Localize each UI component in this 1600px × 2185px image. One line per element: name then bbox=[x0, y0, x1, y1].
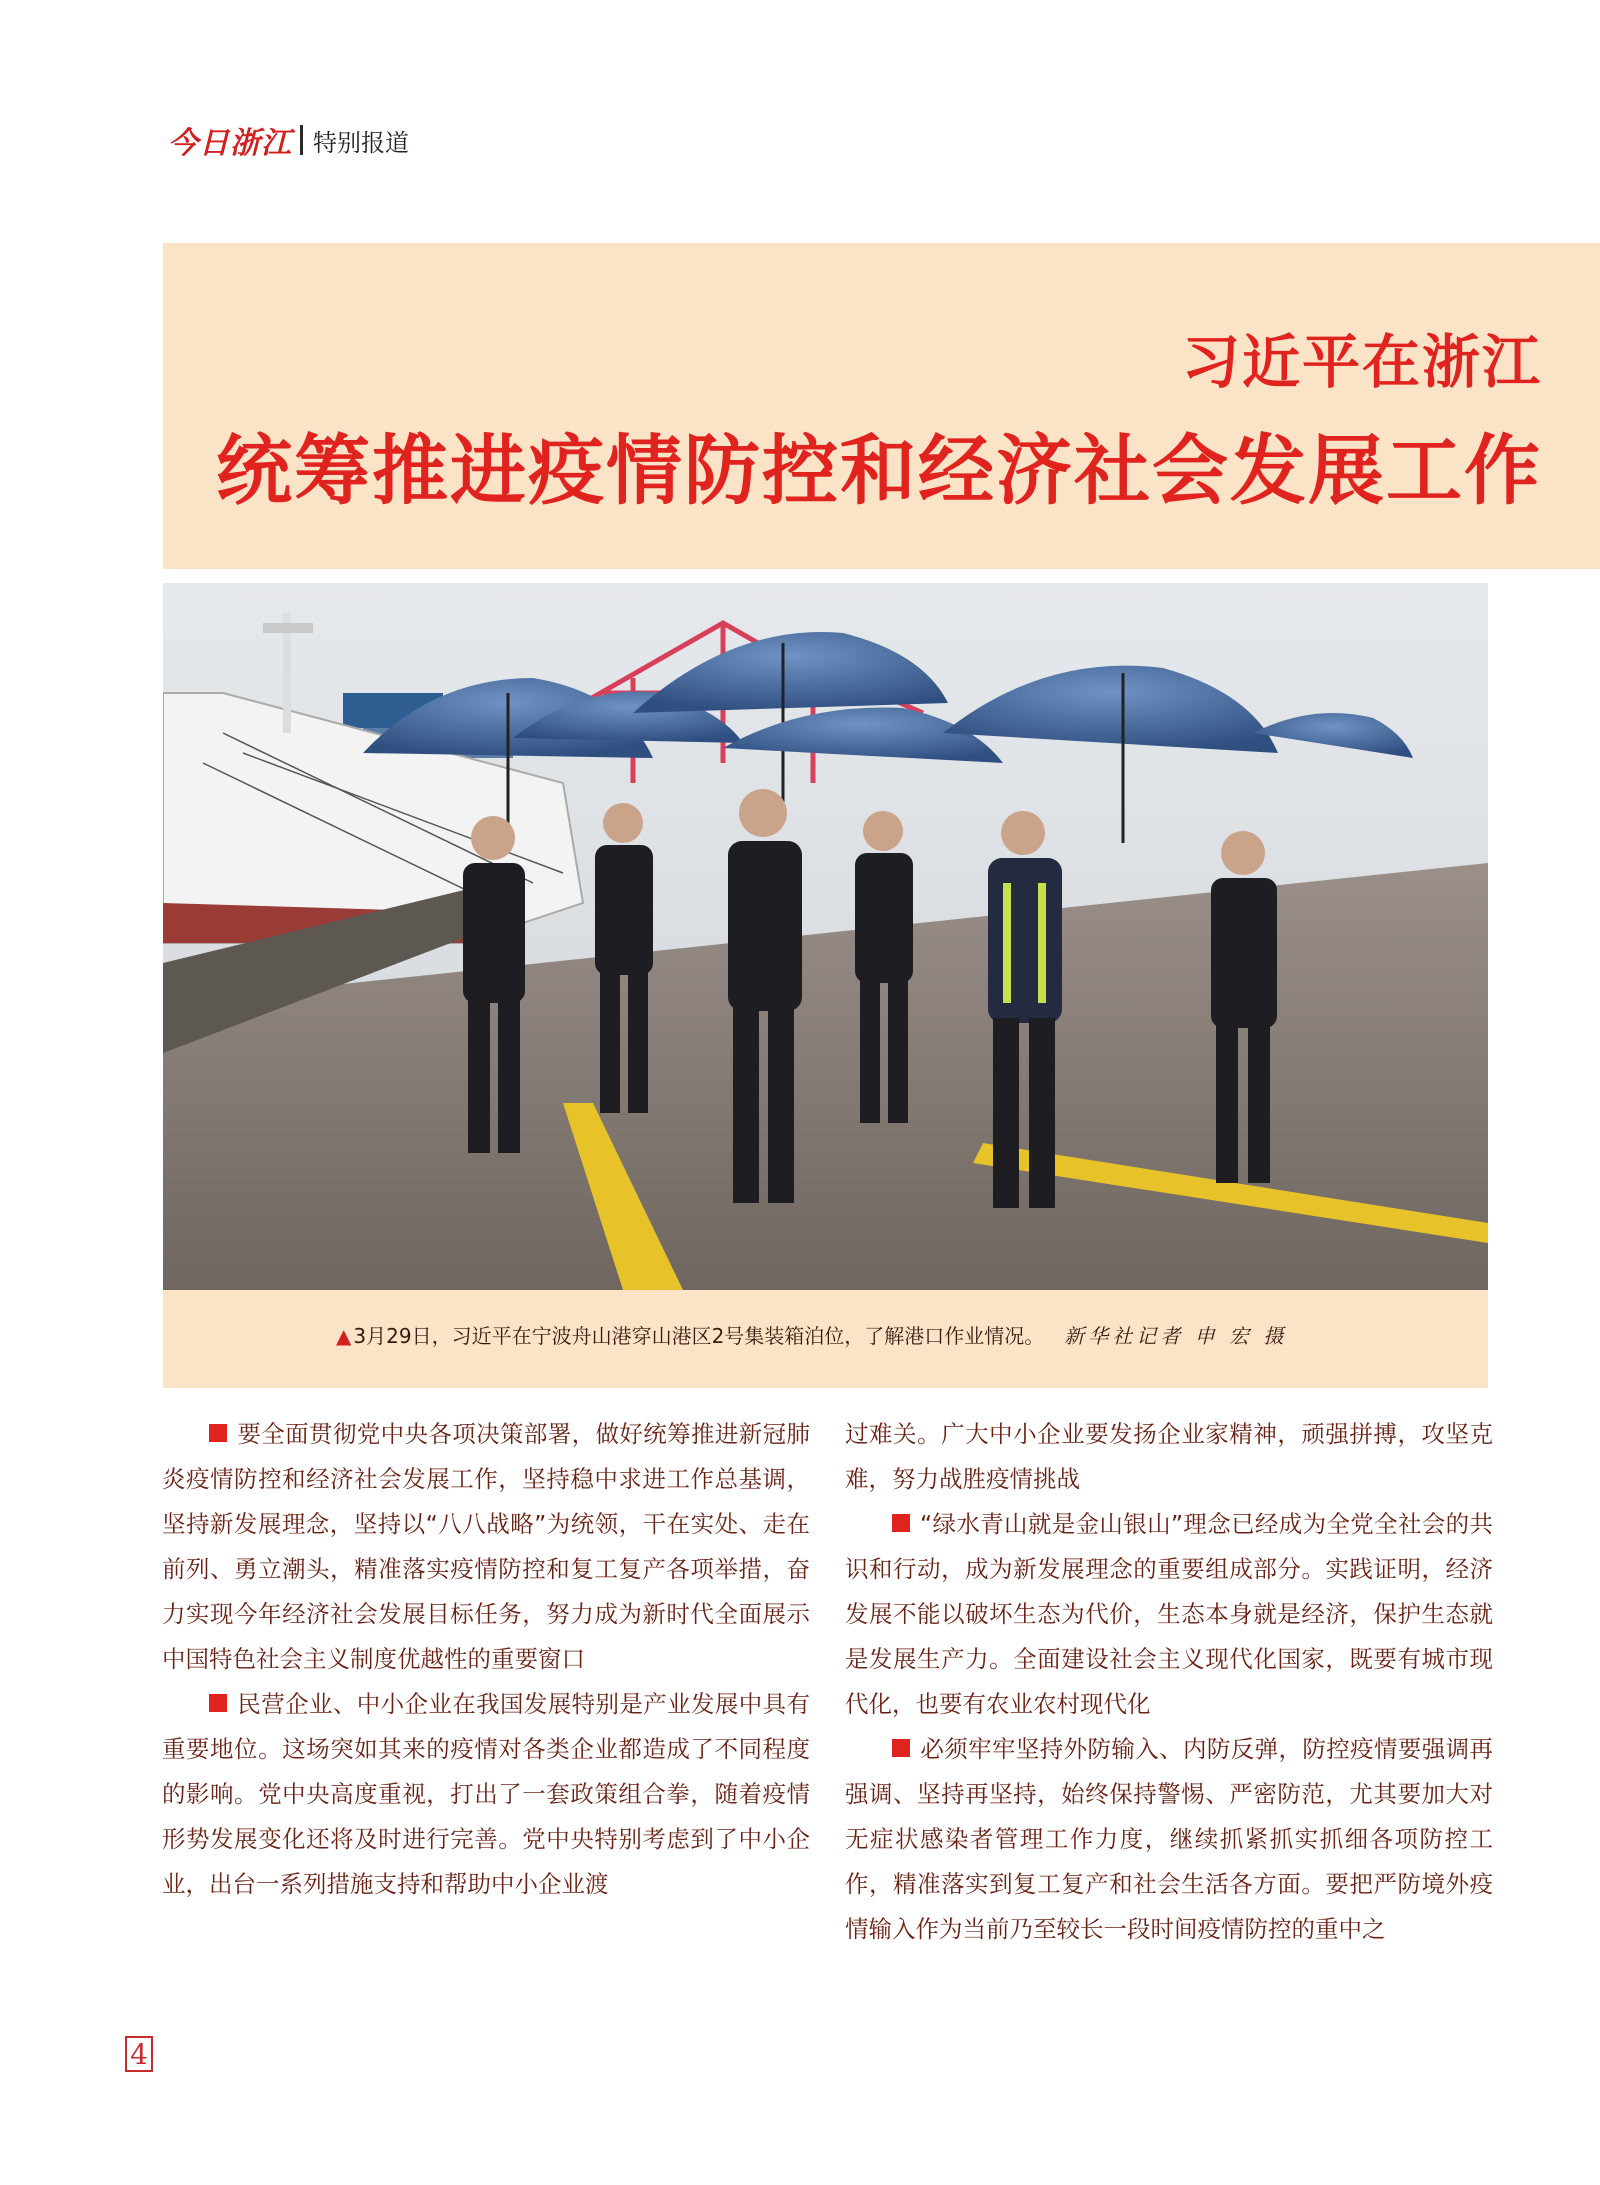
title-band bbox=[163, 243, 1600, 569]
paragraph-text: 民营企业、中小企业在我国发展特别是产业发展中具有重要地位。这场突如其来的疫情对各类企业都造成了不同程度的影响。党中央高度重视，打出了一套政策组合拳，随着疫情形势发展变化还将及时进行完善。党中央特别考虑到了中小企业，出台一系列措施支持和帮助中小企业渡 bbox=[162, 1690, 810, 1898]
square-bullet-icon bbox=[209, 1694, 227, 1712]
article-kicker: 习近平在浙江 bbox=[1181, 328, 1542, 396]
photo-caption bbox=[336, 1320, 1287, 1349]
caption-triangle-icon: ▲ bbox=[336, 1324, 352, 1348]
photo-credit: 新华社记者 申 宏 摄 bbox=[1064, 1324, 1288, 1348]
body-paragraph bbox=[162, 1682, 810, 1907]
section-label: 特别报道 bbox=[313, 128, 409, 157]
caption-text: 3月29日，习近平在宁波舟山港穿山港区2号集装箱泊位，了解港口作业情况。 bbox=[353, 1324, 1045, 1348]
masthead bbox=[168, 120, 409, 160]
news-photo bbox=[163, 583, 1488, 1290]
photo-caption-band bbox=[163, 1290, 1488, 1388]
body-paragraph bbox=[845, 1727, 1493, 1952]
body-column-left bbox=[162, 1412, 810, 1907]
body-paragraph bbox=[845, 1502, 1493, 1727]
masthead-divider bbox=[300, 125, 303, 155]
square-bullet-icon bbox=[892, 1739, 910, 1757]
body-paragraph-continued bbox=[845, 1412, 1493, 1502]
square-bullet-icon bbox=[892, 1514, 910, 1532]
body-paragraph bbox=[162, 1412, 810, 1682]
paragraph-text: 必须牢牢坚持外防输入、内防反弹，防控疫情要强调再强调、坚持再坚持，始终保持警惕、严密防范，尤其要加大对无症状感染者管理工作力度，继续抓紧抓实抓细各项防控工作，精准落实到复工复产和社会生活各方面。要把严防境外疫情输入作为当前乃至较长一段时间疫情防控的重中之 bbox=[845, 1735, 1493, 1943]
body-column-right bbox=[845, 1412, 1493, 1952]
article-headline: 统筹推进疫情防控和经济社会发展工作 bbox=[216, 426, 1542, 515]
page-number: 4 bbox=[125, 2036, 153, 2072]
paragraph-text: “绿水青山就是金山银山”理念已经成为全党全社会的共识和行动，成为新发展理念的重要组成部分。实践证明，经济发展不能以破坏生态为代价，生态本身就是经济，保护生态就是发展生产力。全面建设社会主义现代化国家，既要有城市现代化，也要有农业农村现代化 bbox=[845, 1510, 1493, 1718]
magazine-logo: 今日浙江 bbox=[168, 126, 292, 161]
paragraph-text: 要全面贯彻党中央各项决策部署，做好统筹推进新冠肺炎疫情防控和经济社会发展工作，坚持稳中求进工作总基调，坚持新发展理念，坚持以“八八战略”为统领，干在实处、走在前列、勇立潮头，精准落实疫情防控和复工复产各项举措，奋力实现今年经济社会发展目标任务，努力成为新时代全面展示中国特色社会主义制度优越性的重要窗口 bbox=[162, 1420, 810, 1673]
paragraph-text: 过难关。广大中小企业要发扬企业家精神，顽强拼搏，攻坚克难，努力战胜疫情挑战 bbox=[845, 1420, 1493, 1493]
square-bullet-icon bbox=[209, 1424, 227, 1442]
